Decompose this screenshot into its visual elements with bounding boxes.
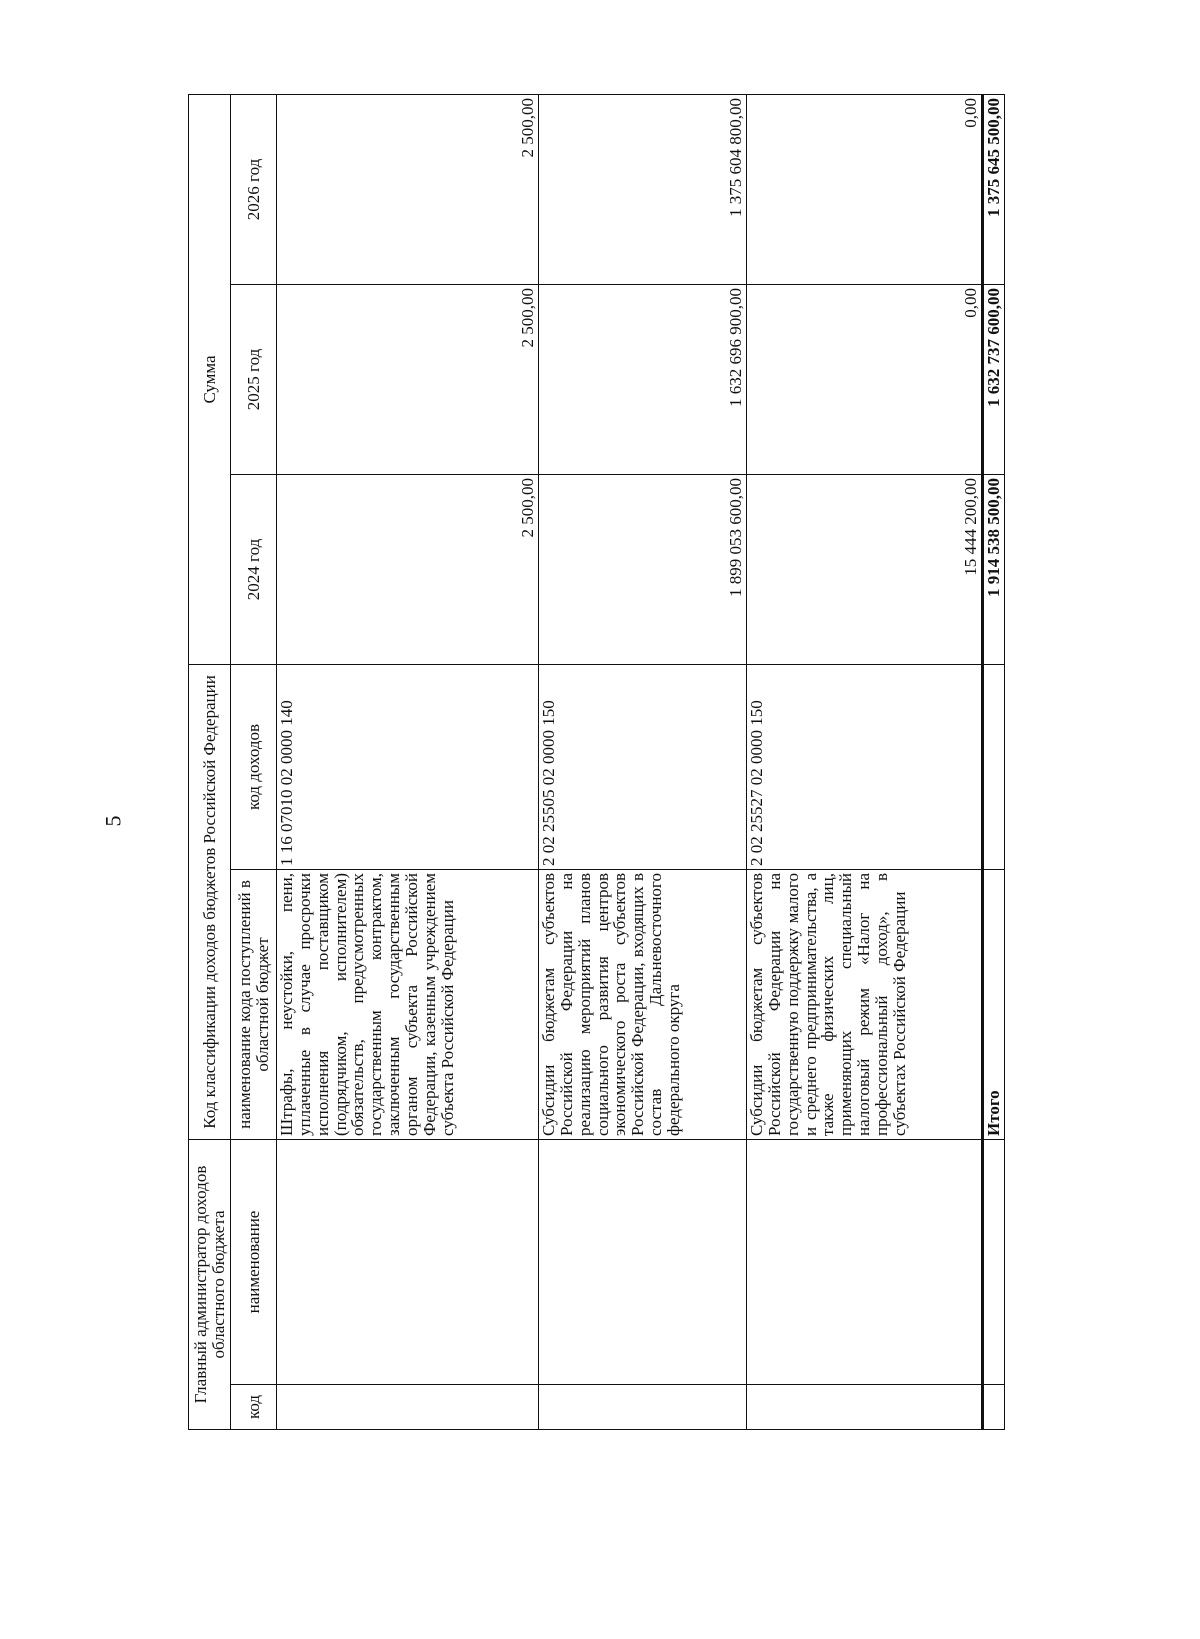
header-year-2024: 2024 год xyxy=(231,474,277,664)
header-year-2025: 2025 год xyxy=(231,284,277,474)
row-admin-code xyxy=(277,1385,539,1430)
header-classification-group: Код классификации доходов бюджетов Российской Федерации xyxy=(189,664,231,1139)
row-admin-code xyxy=(747,1385,983,1430)
total-admin-code xyxy=(983,1385,1005,1430)
row-income-name: Субсидии бюджетам субъектов Российской Федерации на государственную поддержку малого и среднего предпринимательства, а также физических лиц, применяющих специальный налоговый режим «Налог на профессиональный доход», в субъектах Российской Федерации xyxy=(747,870,983,1140)
row-income-code: 2 02 25527 02 0000 150 xyxy=(747,664,983,869)
table-row xyxy=(747,94,983,1429)
row-value-2024: 1 899 053 600,00 xyxy=(539,474,747,664)
row-value-2025: 1 632 696 900,00 xyxy=(539,284,747,474)
income-table-rotated xyxy=(188,95,1013,1430)
row-income-name: Субсидии бюджетам субъектов Российской Федерации на реализацию мероприятий планов социального развития центров экономического роста субъектов Российской Федерации, входящих в состав Дальневосточного федерального округа xyxy=(539,870,747,1140)
total-row xyxy=(983,94,1005,1429)
row-admin-name xyxy=(747,1140,983,1385)
total-value-2025: 1 632 737 600,00 xyxy=(983,284,1005,474)
row-value-2025: 0,00 xyxy=(747,284,983,474)
income-classification-table xyxy=(188,94,1005,1430)
page-number: 5 xyxy=(100,815,126,827)
header-admin-group: Главный администратор доходов областного бюджета xyxy=(189,1140,231,1430)
row-admin-name xyxy=(277,1140,539,1385)
header-sum-group: Сумма xyxy=(189,94,231,664)
row-value-2025: 2 500,00 xyxy=(277,284,539,474)
row-income-code: 2 02 25505 02 0000 150 xyxy=(539,664,747,869)
row-income-code: 1 16 07010 02 0000 140 xyxy=(277,664,539,869)
row-value-2024: 15 444 200,00 xyxy=(747,474,983,664)
header-admin-code: код xyxy=(231,1385,277,1430)
row-income-name: Штрафы, неустойки, пени, уплаченные в случае просрочки исполнения поставщиком (подрядчиком, исполнителем) обязательств, предусмотренных государственным контрактом, заключенным государственным органом субъекта Российской Федерации, казенным учреждением субъекта Российской Федерации xyxy=(277,870,539,1140)
row-value-2026: 0,00 xyxy=(747,94,983,284)
total-value-2026: 1 375 645 500,00 xyxy=(983,94,1005,284)
row-admin-name xyxy=(539,1140,747,1385)
total-label: Итого xyxy=(983,870,1005,1140)
row-admin-code xyxy=(539,1385,747,1430)
table-row xyxy=(277,94,539,1429)
total-admin-name xyxy=(983,1140,1005,1385)
total-income-code xyxy=(983,664,1005,869)
header-year-2026: 2026 год xyxy=(231,94,277,284)
header-admin-name: наименование xyxy=(231,1140,277,1385)
table-row xyxy=(539,94,747,1429)
header-income-code: код доходов xyxy=(231,664,277,869)
row-value-2024: 2 500,00 xyxy=(277,474,539,664)
row-value-2026: 2 500,00 xyxy=(277,94,539,284)
total-value-2024: 1 914 538 500,00 xyxy=(983,474,1005,664)
header-income-name: наименование кода поступлений в областной бюджет xyxy=(231,870,277,1140)
row-value-2026: 1 375 604 800,00 xyxy=(539,94,747,284)
